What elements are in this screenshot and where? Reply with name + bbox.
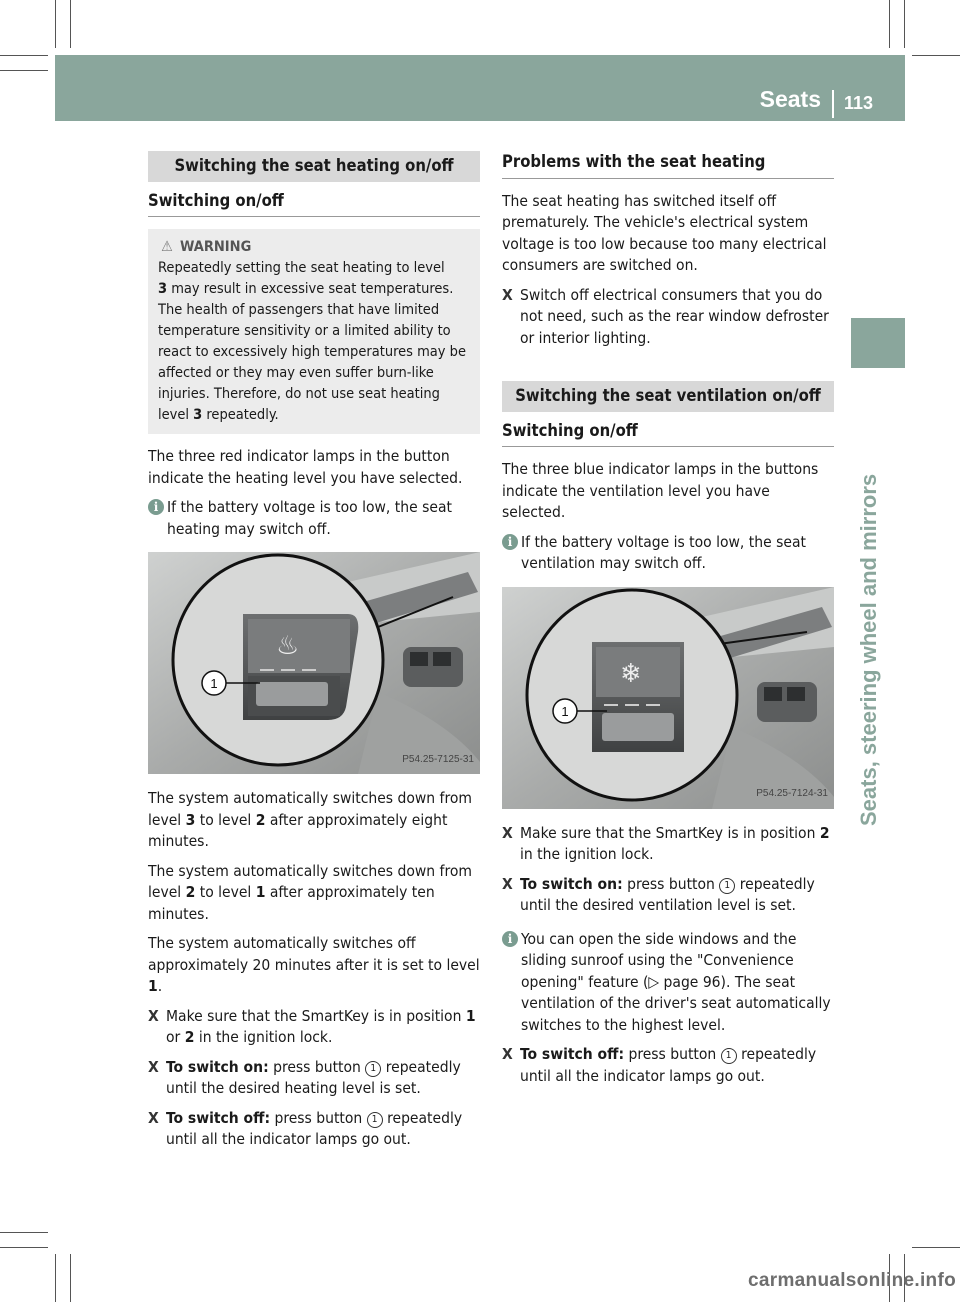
crop-mark (0, 1232, 48, 1233)
instruction-step: X To switch off: press button 1 repeatedly until all the indicator lamps go out. (502, 1045, 817, 1085)
info-icon: i (502, 534, 518, 550)
crop-mark (0, 55, 48, 56)
crop-mark (0, 1247, 48, 1248)
callout-ref: 1 (721, 1048, 737, 1064)
right-column (502, 151, 834, 1095)
info-icon: i (502, 931, 518, 947)
paragraph: The system automatically switches down from level 2 to level 1 after approximately ten minutes. (148, 861, 472, 923)
svg-text:♨: ♨ (276, 631, 300, 661)
paragraph: The seat heating has switched itself off prematurely. The vehicle's electrical system voltage is too low because too many electrical consumers are switched on. (502, 191, 827, 274)
paragraph: The system automatically switches off approximately 20 minutes after it is set to level 1. (148, 934, 480, 995)
page-number: 113 (844, 93, 874, 113)
instruction-step: X To switch on: press button 1 repeatedly until the desired ventilation level is set. (502, 874, 815, 914)
step-arrow-icon: X (502, 285, 513, 304)
page-ref-arrow-icon: ▷ (648, 972, 660, 991)
warning-box (148, 229, 480, 434)
step-arrow-icon: X (148, 1006, 159, 1025)
instruction-step: X Make sure that the SmartKey is in position 1 or 2 in the ignition lock. (148, 1006, 476, 1046)
callout-number: 1 (210, 676, 218, 691)
seat-ventilation-photo (502, 587, 834, 809)
step-arrow-icon: X (148, 1057, 159, 1076)
step-arrow-icon: X (502, 874, 513, 893)
info-note: i You can open the side windows and the sliding sunroof using the "Convenience opening" feature (▷ page 96). The seat ventilation of the driver's seat automatically switches to the highest level. (502, 929, 834, 1037)
instruction-step: X Switch off electrical consumers that you do not need, such as the rear window defroster or interior lighting. (502, 285, 829, 347)
figure-code: P54.25-7124-31 (756, 788, 828, 799)
callout-number: 1 (561, 703, 569, 719)
side-tab-label: Seats, steering wheel and mirrors (856, 473, 881, 826)
warning-text: Repeatedly setting the seat heating to level 3 may result in excessive seat temperatures. The health of passengers that have limited temperature sensitivity or a limited ability to react to excessively high temperatures may be affected or they may even suffer burn-like injuries. Therefore, do not use seat heating level 3 repeatedly. (158, 260, 466, 423)
seat-heating-figure (148, 552, 480, 774)
instruction-step: X To switch off: press button 1 repeatedly until all the indicator lamps go out. (148, 1108, 463, 1148)
watermark: carmanualsonline.info (748, 1270, 956, 1291)
subheading: Problems with the seat heating (502, 151, 834, 179)
crop-mark (70, 1254, 71, 1302)
info-note: i If the battery voltage is too low, the seat heating may switch off. (148, 497, 480, 540)
crop-mark (889, 0, 890, 48)
section-title: Switching the seat ventilation on/off (502, 381, 834, 412)
warning-triangle-icon: ⚠ (161, 239, 173, 255)
seat-heating-photo (148, 552, 480, 774)
crop-mark (912, 55, 960, 56)
crop-mark (55, 1254, 56, 1302)
crop-mark (0, 70, 48, 71)
paragraph: The three red indicator lamps in the button indicate the heating level you have selected. (148, 447, 463, 487)
paragraph: The system automatically switches down from level 3 to level 2 after approximately eight minutes. (148, 789, 472, 850)
crop-mark (70, 0, 71, 48)
step-arrow-icon: X (502, 1045, 513, 1063)
info-note: i If the battery voltage is too low, the seat ventilation may switch off. (502, 532, 834, 575)
subheading: Switching on/off (502, 420, 834, 448)
callout-ref: 1 (367, 1112, 383, 1128)
svg-text:❄: ❄ (620, 658, 642, 689)
crop-mark (904, 0, 905, 48)
crop-mark (55, 0, 56, 48)
seat-ventilation-figure (502, 587, 834, 809)
step-arrow-icon: X (502, 823, 513, 842)
header-separator (832, 90, 834, 118)
subheading: Switching on/off (148, 190, 480, 218)
figure-code: P54.25-7125-31 (402, 753, 474, 765)
callout-ref: 1 (365, 1061, 381, 1077)
section-title: Switching the seat heating on/off (148, 151, 480, 182)
side-tab-marker (851, 318, 905, 368)
instruction-step: X To switch on: press button 1 repeatedly until the desired heating level is set. (148, 1057, 461, 1097)
header-section-title: Seats (759, 86, 821, 112)
warning-title: ⚠ WARNING (158, 237, 471, 258)
left-column (148, 151, 480, 1159)
step-arrow-icon: X (148, 1108, 159, 1127)
paragraph: The three blue indicator lamps in the buttons indicate the ventilation level you have selected. (502, 460, 819, 521)
callout-ref: 1 (719, 878, 735, 894)
crop-mark (912, 1247, 960, 1248)
info-icon: i (148, 499, 164, 515)
instruction-step: X Make sure that the SmartKey is in position 2 in the ignition lock. (502, 823, 830, 863)
